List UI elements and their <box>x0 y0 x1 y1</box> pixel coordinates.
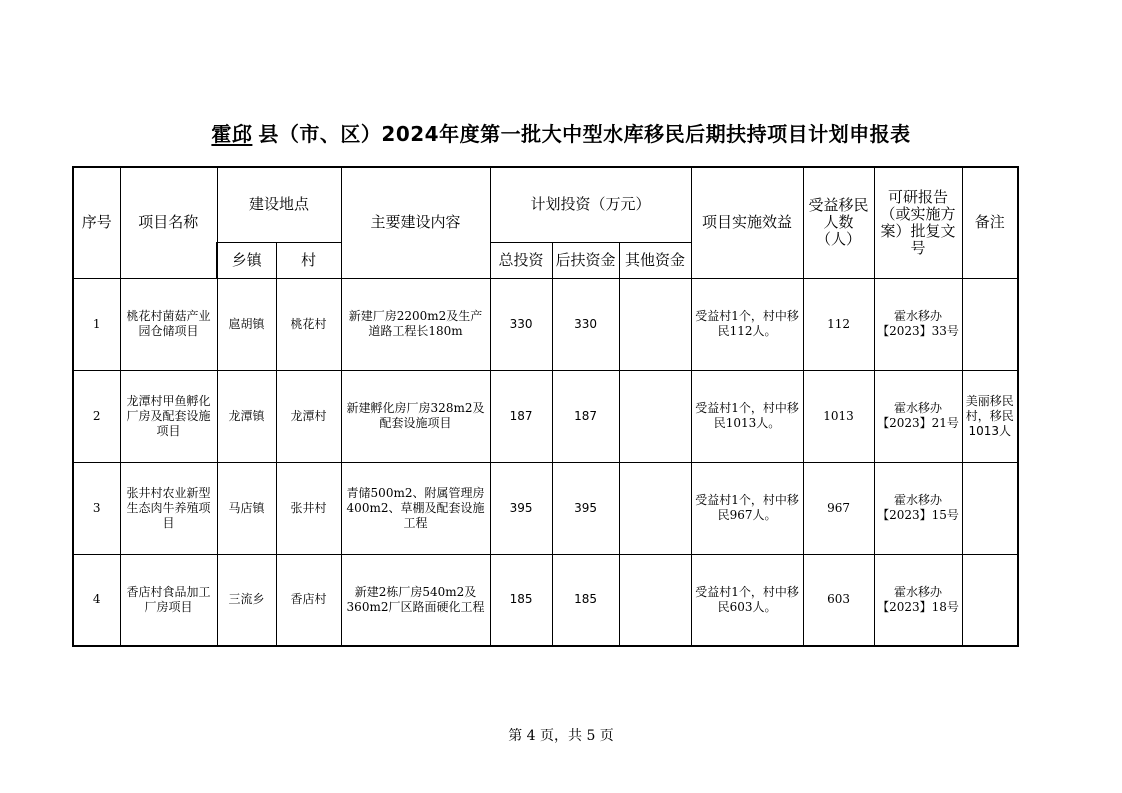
row-total: 185 <box>490 554 552 646</box>
row-other <box>619 278 691 370</box>
row-village: 香店村 <box>276 554 341 646</box>
table-row <box>73 554 1018 646</box>
row-village: 张井村 <box>276 462 341 554</box>
title-text: 县（市、区）2024年度第一批大中型水库移民后期扶持项目计划申报表 <box>258 122 911 146</box>
row-seq: 3 <box>73 462 120 554</box>
header-investment: 计划投资（万元） <box>490 167 691 242</box>
page-footer: 第 4 页，共 5 页 <box>508 728 614 744</box>
row-beneficiaries: 1013 <box>803 370 874 462</box>
row-support: 185 <box>552 554 619 646</box>
row-support: 187 <box>552 370 619 462</box>
row-content: 青储500m2、附属管理房400m2、草棚及配套设施工程 <box>341 462 490 554</box>
row-town: 扈胡镇 <box>217 278 276 370</box>
row-total: 395 <box>490 462 552 554</box>
row-seq: 2 <box>73 370 120 462</box>
row-seq: 1 <box>73 278 120 370</box>
header-name: 项目名称 <box>120 167 217 278</box>
row-other <box>619 462 691 554</box>
header-total: 总投资 <box>490 242 552 278</box>
row-content: 新建孵化房厂房328m2及配套设施项目 <box>341 370 490 462</box>
row-support: 330 <box>552 278 619 370</box>
header-support: 后扶资金 <box>552 242 619 278</box>
row-beneficiaries: 112 <box>803 278 874 370</box>
header-remark: 备注 <box>962 167 1018 278</box>
row-other <box>619 554 691 646</box>
row-remark <box>962 554 1018 646</box>
row-beneficiaries: 603 <box>803 554 874 646</box>
row-name: 香店村食品加工厂房项目 <box>120 554 217 646</box>
row-town: 马店镇 <box>217 462 276 554</box>
row-village: 桃花村 <box>276 278 341 370</box>
row-name: 张井村农业新型生态肉牛养殖项目 <box>120 462 217 554</box>
header-village: 村 <box>276 242 341 278</box>
header-beneficiaries: 受益移民人数（人） <box>803 167 874 278</box>
row-town: 三流乡 <box>217 554 276 646</box>
header-benefit: 项目实施效益 <box>691 167 803 278</box>
header-content: 主要建设内容 <box>341 167 490 278</box>
header-seq: 序号 <box>73 167 120 278</box>
row-remark: 美丽移民村，移民1013人 <box>962 370 1018 462</box>
row-town: 龙潭镇 <box>217 370 276 462</box>
row-other <box>619 370 691 462</box>
row-benefit: 受益村1个，村中移民603人。 <box>691 554 803 646</box>
header-other: 其他资金 <box>619 242 691 278</box>
row-approval: 霍水移办【2023】21号 <box>874 370 962 462</box>
row-total: 187 <box>490 370 552 462</box>
row-remark <box>962 462 1018 554</box>
header-location: 建设地点 <box>217 167 341 242</box>
page-title <box>0 118 1122 147</box>
header-town: 乡镇 <box>217 242 276 278</box>
row-approval: 霍水移办【2023】15号 <box>874 462 962 554</box>
row-content: 新建2栋厂房540m2及360m2厂区路面硬化工程 <box>341 554 490 646</box>
row-beneficiaries: 967 <box>803 462 874 554</box>
row-name: 桃花村菌菇产业园仓储项目 <box>120 278 217 370</box>
row-content: 新建厂房2200m2及生产道路工程长180m <box>341 278 490 370</box>
header-approval: 可研报告（或实施方案）批复文号 <box>874 167 962 278</box>
row-benefit: 受益村1个，村中移民112人。 <box>691 278 803 370</box>
row-seq: 4 <box>73 554 120 646</box>
table-row <box>73 278 1018 370</box>
row-benefit: 受益村1个，村中移民1013人。 <box>691 370 803 462</box>
row-name: 龙潭村甲鱼孵化厂房及配套设施项目 <box>120 370 217 462</box>
row-support: 395 <box>552 462 619 554</box>
project-table <box>72 166 1019 647</box>
table-row <box>73 370 1018 462</box>
row-approval: 霍水移办【2023】33号 <box>874 278 962 370</box>
row-village: 龙潭村 <box>276 370 341 462</box>
row-remark <box>962 278 1018 370</box>
county-name: 霍邱 <box>211 122 253 146</box>
table-row <box>73 462 1018 554</box>
row-approval: 霍水移办【2023】18号 <box>874 554 962 646</box>
row-total: 330 <box>490 278 552 370</box>
row-benefit: 受益村1个，村中移民967人。 <box>691 462 803 554</box>
